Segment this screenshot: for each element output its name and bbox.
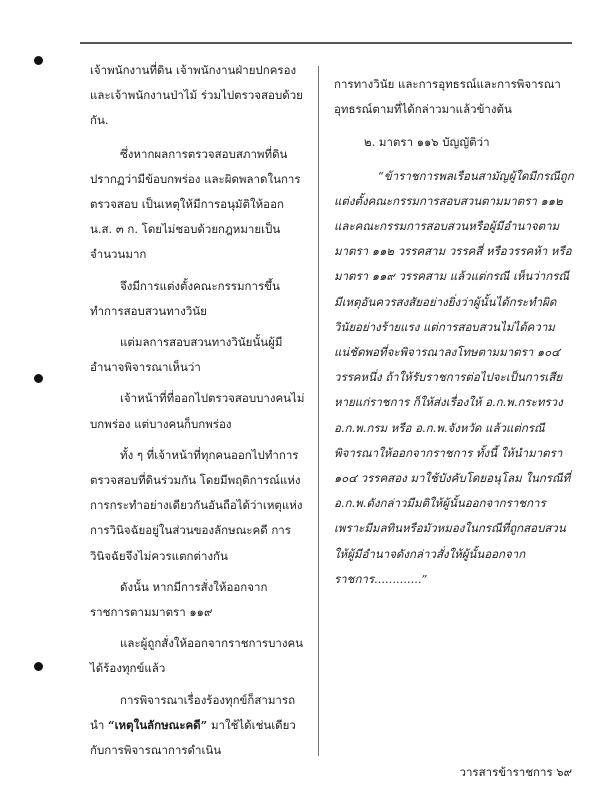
binder-hole-icon: [34, 662, 43, 671]
column-divider: [318, 66, 319, 756]
paragraph-text: การพิจารณาเรื่องร้องทุกข์ก็สามารถนำ: [90, 692, 296, 732]
paragraph: และผู้ถูกสั่งให้ออกจากราชการบางคนได้ร้องทุกข์แล้ว: [90, 636, 304, 676]
page-footer: วารสารข้าราชการ ๖๙: [459, 765, 572, 779]
paragraph: ดังนั้น หากมีการสั่งให้ออกจากราชการตามมาตรา ๑๑๙: [90, 579, 268, 620]
paragraph-text: มาใช้ได้เช่นเดียวกับการพิจารณาการดำเนิน: [90, 717, 296, 758]
paragraph: แต่มลการสอบสวนทางวินัยนั้นผู้มีอำนาจพิจารณาเห็นว่า: [90, 335, 283, 375]
right-column: [334, 72, 574, 592]
top-rule: [80, 42, 572, 44]
section-heading: ๒. มาตรา ๑๑๖ บัญญัติว่า: [364, 135, 490, 150]
paragraph: เจ้าหน้าที่ที่ออกไปตรวจสอบบางคนไม่บกพร่อง แต่บางคนก็บกพร่อง: [90, 391, 305, 431]
binder-hole-icon: [34, 56, 43, 65]
paragraph: จึงมีการแต่งตั้งคณะกรรมการขึ้นทำการสอบสวนทางวินัย: [90, 278, 280, 318]
paragraph: ทั้ง ๆ ที่เจ้าหน้าที่ทุกคนออกไปทำการตรวจสอบที่ดินร่วมกัน โดยมีพฤติการณ์แห่งการกระทำอย่างเดียวกันอันถือได้ว่าเหตุแห่งการวินิจฉัยอยู่ในส่วนของลักษณะคดี การวินิจฉัยจึงไม่ควรแตกต่างกัน: [90, 447, 303, 563]
paragraph: ซึ่งหากผลการตรวจสอบสภาพที่ดินปรากฏว่ามีข้อบกพร่อง และผิดพลาดในการตรวจสอบ เป็นเหตุให้มีการอนุมัติให้ออก น.ส. ๓ ก. โดยไม่ชอบด้วยกฎหมายเป็นจำนวนมาก: [90, 146, 301, 262]
law-quotation: “ข้าราชการพลเรือนสามัญผู้ใดมีกรณีถูกแต่งตั้งคณะกรรมการสอบสวนตามมาตรา ๑๑๒ และคณะกรรมการสอบสวนหรือผู้มีอำนาจตามมาตรา ๑๑๒ วรรคสาม วรรคสี่ หรือวรรคห้า หรือมาตรา ๑๑๙ วรรคสาม แล้วแต่กรณี เห็นว่ากรณีมีเหตุอันควรสงสัยอย่างยิ่งว่าผู้นั้นได้กระทำผิดวินัยอย่างร้ายแรง แต่การสอบสวนไม่ได้ความแน่ชัดพอที่จะพิจารณาลงโทษตามมาตรา ๑๐๔ วรรคหนึ่ง ถ้าให้รับราชการต่อไปจะเป็นการเสียหายแก่ราชการ ก็ให้ส่งเรื่องให้ อ.ก.พ.กระทรวง อ.ก.พ.กรม หรือ อ.ก.พ.จังหวัด แล้วแต่กรณี พิจารณาให้ออกจากราชการ ทั้งนี้ ให้นำมาตรา ๑๐๔ วรรคสอง มาใช้บังคับโดยอนุโลม ในกรณีที่ อ.ก.พ.ดังกล่าวมีมติให้ผู้นั้นออกจากราชการเพราะมีมลทินหรือมัวหมองในกรณีที่ถูกสอบสวน ให้ผู้มีอำนาจดังกล่าวสั่งให้ผู้นั้นออกจากราชการ.............”: [334, 168, 574, 586]
left-column: [90, 58, 306, 763]
paragraph: เจ้าพนักงานที่ดิน เจ้าพนักงานฝ่ายปกครอง และเจ้าพนักงานป่าไม้ ร่วมไปตรวจสอบด้วยกัน.: [90, 63, 303, 128]
paragraph: การทางวินัย และการอุทธรณ์และการพิจารณาอุทธรณ์ตามที่ได้กล่าวมาแล้วข้างต้น: [334, 77, 561, 117]
paragraph: [90, 688, 306, 764]
emphasis-term: “เหตุในลักษณะคดี”: [107, 717, 208, 732]
binder-hole-icon: [34, 374, 43, 383]
